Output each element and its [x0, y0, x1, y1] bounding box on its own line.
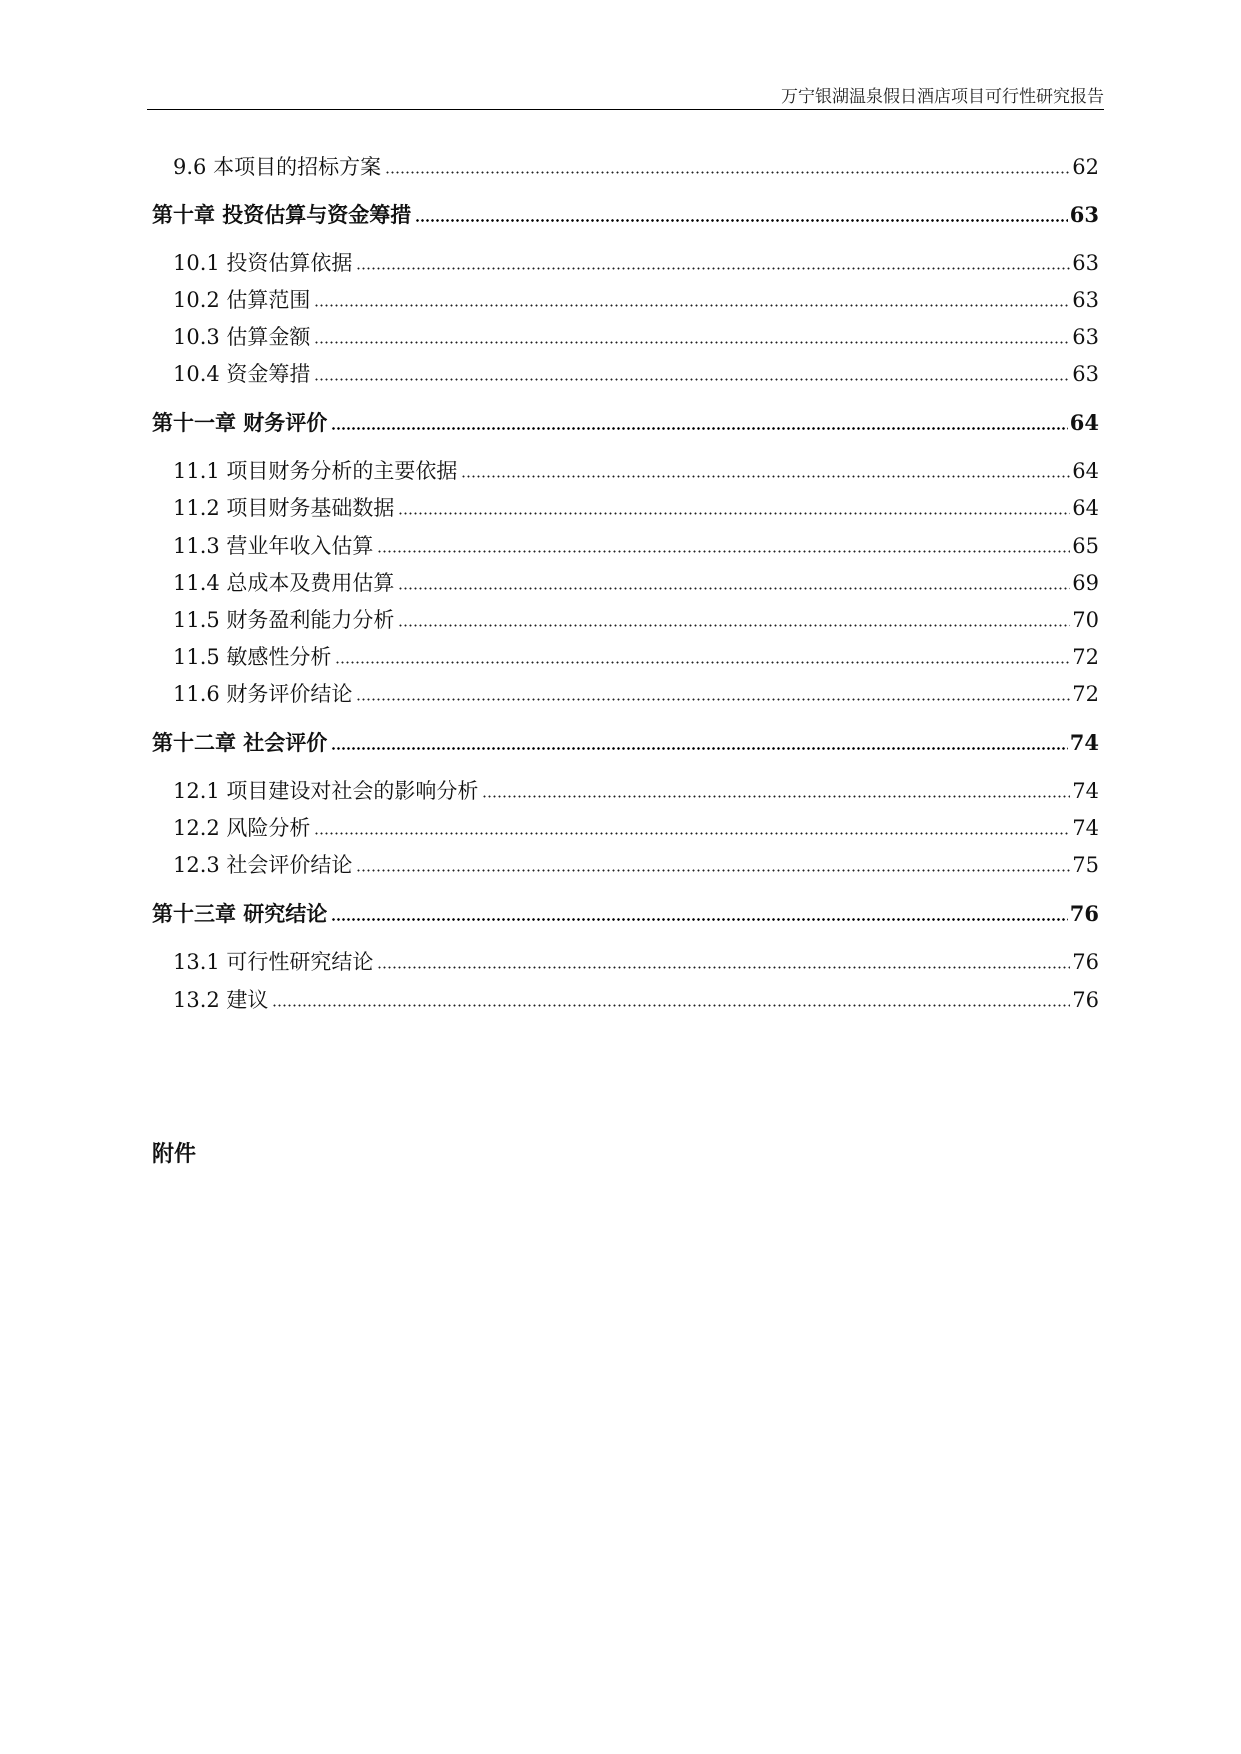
toc-page-number: 65 — [1072, 534, 1099, 558]
toc-section-entry[interactable] — [173, 678, 1099, 708]
toc-dot-leader — [314, 378, 1070, 381]
toc-section-entry[interactable] — [173, 812, 1099, 842]
appendix-heading: 附件 — [152, 1141, 197, 1167]
toc-section-entry[interactable] — [173, 849, 1099, 879]
toc-section-entry[interactable] — [173, 284, 1099, 314]
toc-dot-leader — [356, 267, 1070, 270]
toc-entry-title: 12.2 风险分析 — [173, 816, 311, 840]
toc-page-number: 76 — [1072, 988, 1099, 1012]
toc-entry-title: 12.1 项目建设对社会的影响分析 — [173, 779, 479, 803]
toc-entry-title: 11.1 项目财务分析的主要依据 — [173, 459, 458, 483]
toc-dot-leader — [398, 587, 1070, 590]
toc-page-number: 64 — [1069, 410, 1099, 435]
toc-page-number: 64 — [1072, 496, 1099, 520]
toc-dot-leader — [461, 475, 1070, 478]
toc-entry-title: 第十章 投资估算与资金筹措 — [152, 202, 412, 227]
toc-dot-leader — [331, 747, 1067, 750]
toc-dot-leader — [335, 661, 1070, 664]
toc-page-number: 74 — [1072, 779, 1099, 803]
toc-section-entry[interactable] — [173, 455, 1099, 485]
toc-section-entry[interactable] — [173, 641, 1099, 671]
toc-chapter-entry[interactable] — [152, 407, 1099, 437]
toc-dot-leader — [356, 869, 1070, 872]
toc-page-number: 72 — [1072, 682, 1099, 706]
toc-dot-leader — [272, 1004, 1070, 1007]
toc-entry-title: 10.2 估算范围 — [173, 288, 311, 312]
toc-entry-title: 10.4 资金筹措 — [173, 362, 311, 386]
toc-page-number: 74 — [1072, 816, 1099, 840]
toc-dot-leader — [377, 550, 1070, 553]
toc-section-entry[interactable] — [173, 775, 1099, 805]
toc-dot-leader — [331, 918, 1067, 921]
toc-page-number: 76 — [1069, 901, 1099, 926]
toc-page-number: 63 — [1072, 325, 1099, 349]
toc-entry-title: 11.6 财务评价结论 — [173, 682, 353, 706]
toc-entry-title: 第十二章 社会评价 — [152, 730, 328, 755]
toc-section-entry[interactable] — [173, 946, 1099, 976]
toc-entry-title: 12.3 社会评价结论 — [173, 853, 353, 877]
toc-chapter-entry[interactable] — [152, 898, 1099, 928]
toc-page-number: 63 — [1069, 202, 1099, 227]
toc-page-number: 76 — [1072, 950, 1099, 974]
toc-entry-title: 11.4 总成本及费用估算 — [173, 571, 395, 595]
toc-dot-leader — [331, 427, 1067, 430]
toc-chapter-entry[interactable] — [152, 199, 1099, 229]
toc-dot-leader — [377, 966, 1070, 969]
toc-entry-title: 13.1 可行性研究结论 — [173, 950, 374, 974]
toc-dot-leader — [398, 512, 1070, 515]
toc-dot-leader — [482, 795, 1070, 798]
toc-section-entry[interactable] — [173, 321, 1099, 351]
toc-chapter-entry[interactable] — [152, 727, 1099, 757]
toc-entry-title: 11.5 财务盈利能力分析 — [173, 608, 395, 632]
toc-page-number: 63 — [1072, 251, 1099, 275]
toc-section-entry[interactable] — [173, 530, 1099, 560]
toc-dot-leader — [415, 219, 1067, 222]
toc-page-number: 63 — [1072, 288, 1099, 312]
toc-page-number: 69 — [1072, 571, 1099, 595]
toc-section-entry[interactable] — [173, 247, 1099, 277]
toc-page-number: 72 — [1072, 645, 1099, 669]
toc-dot-leader — [314, 304, 1070, 307]
toc-section-entry[interactable] — [173, 604, 1099, 634]
toc-page-number: 62 — [1072, 155, 1099, 179]
toc-page-number: 75 — [1072, 853, 1099, 877]
toc-entry-title: 11.3 营业年收入估算 — [173, 534, 374, 558]
toc-page-number: 74 — [1069, 730, 1099, 755]
toc-entry-title: 13.2 建议 — [173, 988, 269, 1012]
toc-dot-leader — [314, 341, 1070, 344]
toc-page-number: 63 — [1072, 362, 1099, 386]
toc-dot-leader — [356, 698, 1070, 701]
toc-section-entry[interactable] — [173, 984, 1099, 1014]
toc-section-entry[interactable] — [173, 151, 1099, 181]
toc-section-entry[interactable] — [173, 492, 1099, 522]
toc-entry-title: 第十一章 财务评价 — [152, 410, 328, 435]
toc-dot-leader — [385, 171, 1070, 174]
toc-entry-title: 第十三章 研究结论 — [152, 901, 328, 926]
toc-entry-title: 10.1 投资估算依据 — [173, 251, 353, 275]
toc-section-entry[interactable] — [173, 358, 1099, 388]
toc-entry-title: 9.6 本项目的招标方案 — [173, 155, 382, 179]
toc-page-number: 64 — [1072, 459, 1099, 483]
toc-dot-leader — [314, 832, 1070, 835]
running-header: 万宁银湖温泉假日酒店项目可行性研究报告 — [781, 87, 1104, 107]
toc-dot-leader — [398, 624, 1070, 627]
toc-section-entry[interactable] — [173, 567, 1099, 597]
toc-page-number: 70 — [1072, 608, 1099, 632]
toc-entry-title: 10.3 估算金额 — [173, 325, 311, 349]
toc-entry-title: 11.2 项目财务基础数据 — [173, 496, 395, 520]
toc-entry-title: 11.5 敏感性分析 — [173, 645, 332, 669]
